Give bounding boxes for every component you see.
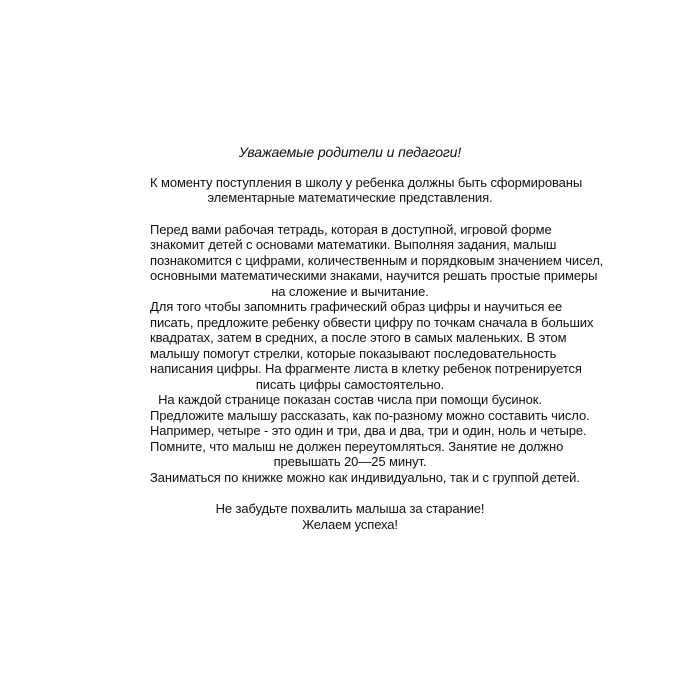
text-line: писать цифры самостоятельно.	[255, 376, 445, 392]
text-line: элементарные математические представления.	[207, 190, 493, 205]
paragraph-gap	[150, 485, 550, 501]
letter-block	[150, 144, 604, 532]
text-line: квадратах, затем в средних, а после этого в самых маленьких. В этом	[150, 330, 567, 345]
text-line: Заниматься по книжке можно как индивидуально, так и с группой детей.	[150, 469, 580, 485]
intro-paragraph	[150, 174, 583, 206]
paragraph-gap	[150, 206, 550, 222]
text-line: знакомит детей с основами математики. Выполняя задания, малыш	[150, 237, 557, 252]
text-line: основными математическими знаками, научится решать простые примеры	[150, 268, 598, 283]
text-line: Предложите малышу рассказать, как по-разному можно составить число.	[150, 407, 590, 423]
text-line: На каждой странице показан состав числа при помощи бусинок.	[158, 392, 542, 407]
text-line: превышать 20—25 минут.	[273, 454, 427, 469]
text-line: Перед вами рабочая тетрадь, которая в доступной, игровой форме	[150, 221, 552, 237]
text-line: Помните, что малыш не должен переутомляться. Занятие не должно	[150, 438, 564, 454]
closing-paragraph	[150, 501, 550, 532]
text-line: Желаем успеха!	[302, 516, 398, 532]
text-line: малышу помогут стрелки, которые показывают последовательность	[150, 345, 557, 361]
text-line: познакомится с цифрами, количественным и порядковым значением чисел,	[150, 252, 604, 268]
text-line: К моменту поступления в школу у ребенка должны быть сформированы	[150, 174, 583, 190]
text-line: Например, четыре - это один и три, два и два, три и один, ноль и четыре.	[150, 423, 587, 438]
body-paragraph	[150, 221, 604, 486]
text-line: написания цифры. На фрагменте листа в клетку ребенок потренируется	[150, 361, 582, 376]
text-line: Для того чтобы запомнить графический образ цифры и научиться ее	[150, 299, 563, 314]
text-line: на сложение и вычитание.	[271, 283, 429, 299]
text-line: писать, предложите ребенку обвести цифру по точкам сначала в больших	[150, 314, 594, 330]
letter-heading: Уважаемые родители и педагоги!	[238, 144, 462, 160]
text-line: Не забудьте похвалить малыша за старание!	[215, 501, 485, 516]
